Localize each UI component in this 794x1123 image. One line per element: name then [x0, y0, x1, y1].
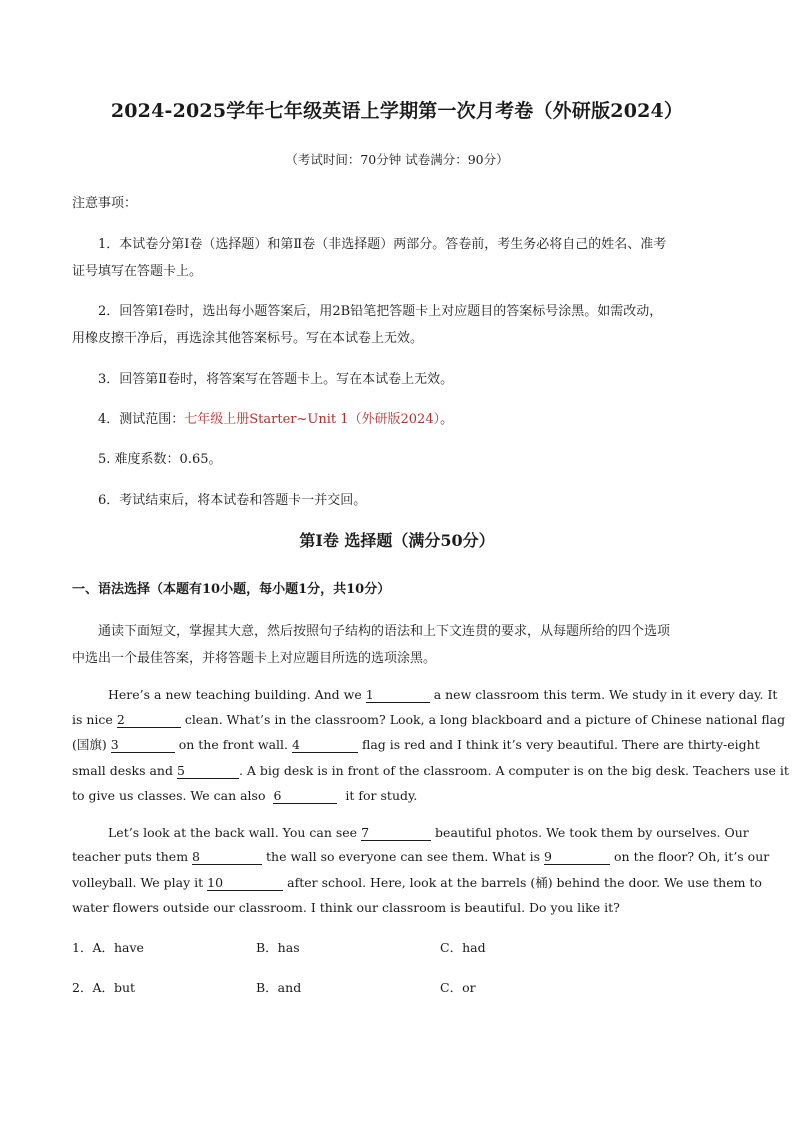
section-instructions: 通读下面短文，掌握其大意，然后按照句子结构的语法和上下文连贯的要求，从每题所给的四个选项	[98, 624, 671, 639]
passage-line: Let’s look at the back wall. You can see 7 beautiful photos. We took them by ourselves. Our	[108, 825, 749, 840]
test-range: 七年级上册Starter~Unit 1（外研版2024）	[184, 412, 441, 427]
passage-line: small desks and 5 . A big desk is in front of the classroom. A computer is on the big desk. Teachers use it	[72, 763, 789, 778]
passage-line: (国旗) 3 on the front wall. 4 flag is red and I think it’s very beautiful. There are thirty-eight	[72, 737, 760, 752]
blank-6: 6	[273, 788, 337, 804]
passage-line: teacher puts them 8 the wall so everyone can see them. What is 9 on the floor? Oh, it’s our	[72, 849, 770, 864]
notice-item-4	[98, 408, 453, 427]
passage-line: volleyball. We play it 10 after school. Here, look at the barrels (桶) behind the door. We use them to	[72, 875, 762, 890]
section-title: 一、语法选择（本题有10小题，每小题1分，共10分）	[72, 582, 391, 597]
blank-8: 8	[192, 849, 262, 865]
blank-9: 9	[544, 849, 610, 865]
passage-line: is nice 2 clean. What’s in the classroom? Look, a long blackboard and a picture of Chinese national flag	[72, 712, 786, 727]
page-title: 2024-2025学年七年级英语上学期第一次月考卷（外研版2024）	[110, 100, 684, 122]
blank-10: 10	[207, 875, 283, 891]
option-1b[interactable]: B．has	[256, 940, 300, 955]
option-2a[interactable]: A．but	[92, 980, 136, 995]
notice-heading: 注意事项：	[72, 196, 138, 211]
option-2c[interactable]: C．or	[440, 980, 476, 995]
notice-item-4-prefix: 4．测试范围：	[98, 412, 185, 427]
blank-3: 3	[111, 737, 175, 753]
blank-5: 5	[177, 763, 239, 779]
notice-item-6: 6．考试结束后，将本试卷和答题卡一并交回。	[98, 493, 367, 508]
passage-line: water flowers outside our classroom. I think our classroom is beautiful. Do you like it?	[72, 900, 620, 915]
blank-1: 1	[366, 687, 430, 703]
blank-7: 7	[361, 825, 431, 841]
exam-info: （考试时间：70分钟 试卷满分：90分）	[285, 152, 509, 167]
part-title: 第Ⅰ卷 选择题（满分50分）	[299, 531, 495, 550]
section-instructions-cont: 中选出一个最佳答案，并将答题卡上对应题目所选的选项涂黑。	[72, 651, 437, 666]
option-2b[interactable]: B．and	[256, 980, 302, 995]
passage-line: Here’s a new teaching building. And we 1 a new classroom this term. We study in it every day. It	[108, 687, 778, 702]
notice-item-4-suffix: 。	[440, 412, 454, 427]
blank-4: 4	[292, 737, 358, 753]
question-2: 2．A．but	[72, 980, 136, 995]
notice-item-2: 2．回答第Ⅰ卷时，选出每小题答案后，用2B铅笔把答题卡上对应题目的答案标号涂黑。如需改动，	[98, 304, 663, 319]
notice-item-2-cont: 用橡皮擦干净后，再选涂其他答案标号。写在本试卷上无效。	[72, 331, 424, 346]
passage-line: to give us classes. We can also 6 it for study.	[72, 788, 418, 803]
notice-item-3: 3．回答第Ⅱ卷时，将答案写在答题卡上。写在本试卷上无效。	[98, 372, 454, 387]
blank-2: 2	[117, 712, 181, 728]
option-1a[interactable]: A．have	[92, 940, 144, 955]
option-1c[interactable]: C．had	[440, 940, 486, 955]
notice-item-1-cont: 证号填写在答题卡上。	[72, 264, 203, 279]
question-1: 1．A．have	[72, 940, 144, 955]
notice-item-5: 5. 难度系数：0.65。	[98, 452, 222, 467]
notice-item-1: 1．本试卷分第Ⅰ卷（选择题）和第Ⅱ卷（非选择题）两部分。答卷前，考生务必将自己的姓名、准考	[98, 237, 667, 252]
